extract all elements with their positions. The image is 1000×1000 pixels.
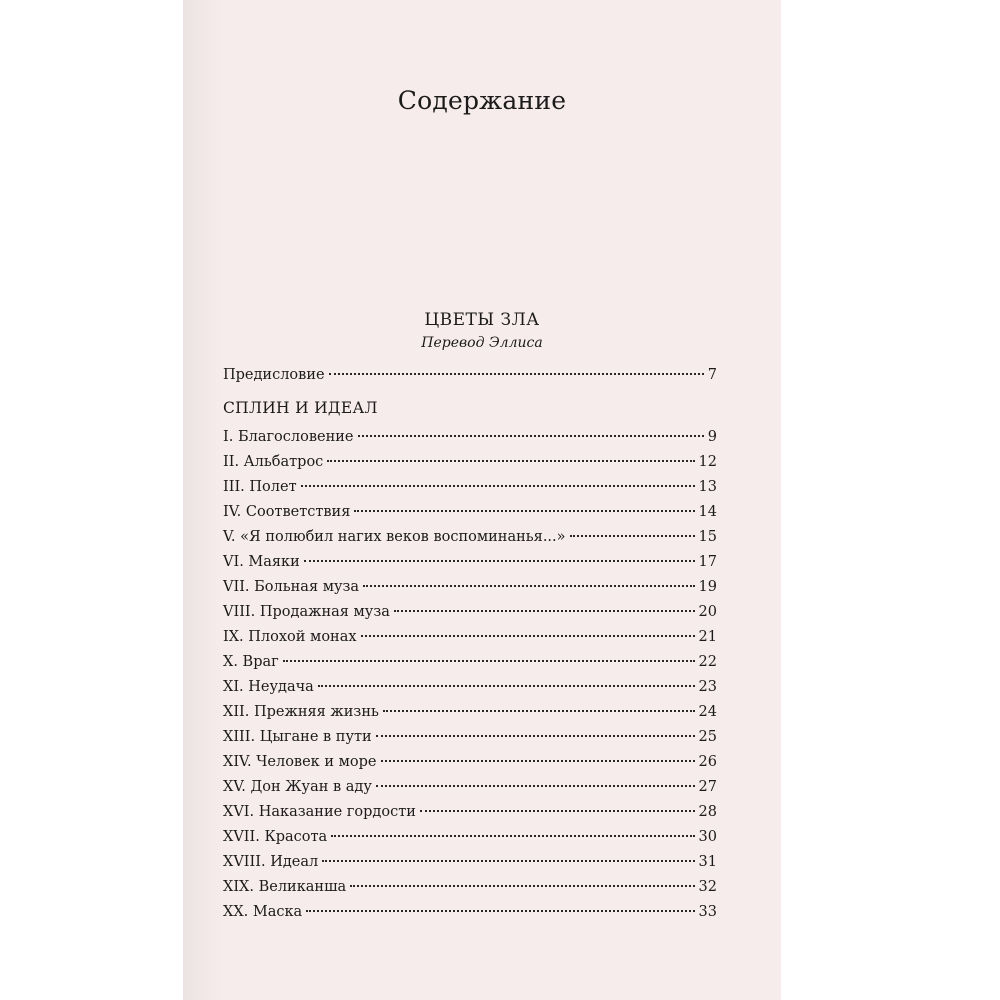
dot-leader bbox=[361, 635, 695, 637]
dot-leader bbox=[283, 660, 695, 662]
dot-leader bbox=[570, 535, 695, 537]
toc-entry-label: XII. Прежняя жизнь bbox=[223, 704, 379, 720]
toc-page-number: 9 bbox=[707, 429, 717, 445]
toc-entry bbox=[223, 527, 717, 547]
group-heading: СПЛИН И ИДЕАЛ bbox=[223, 399, 378, 417]
dot-leader bbox=[354, 510, 694, 512]
toc-entry-label: XX. Маска bbox=[223, 904, 303, 920]
toc-entry bbox=[223, 702, 717, 722]
toc-page-number: 15 bbox=[698, 529, 717, 545]
toc-entry-label: I. Благословение bbox=[223, 429, 354, 445]
toc-entry bbox=[223, 777, 717, 797]
toc-page-number: 25 bbox=[698, 729, 717, 745]
dot-leader bbox=[420, 810, 695, 812]
toc-page-number: 32 bbox=[698, 879, 717, 895]
dot-leader bbox=[301, 485, 695, 487]
toc-entry bbox=[223, 827, 717, 847]
toc-entry bbox=[223, 502, 717, 522]
toc-page-number: 33 bbox=[698, 904, 717, 920]
toc-entry bbox=[223, 652, 717, 672]
toc-page-number: 31 bbox=[698, 854, 717, 870]
toc-page-number: 7 bbox=[707, 367, 717, 383]
section-subtitle: Перевод Эллиса bbox=[421, 335, 543, 351]
toc-page-number: 14 bbox=[698, 504, 717, 520]
toc-page-number: 13 bbox=[698, 479, 717, 495]
toc-entry bbox=[223, 552, 717, 572]
dot-leader bbox=[376, 785, 695, 787]
dot-leader bbox=[381, 760, 695, 762]
book-page bbox=[183, 0, 781, 1000]
toc-page-number: 12 bbox=[698, 454, 717, 470]
toc-entry bbox=[223, 852, 717, 872]
toc-entry-label: XI. Неудача bbox=[223, 679, 314, 695]
toc-entry-label: VI. Маяки bbox=[223, 554, 300, 570]
toc-entry bbox=[223, 577, 717, 597]
dot-leader bbox=[383, 710, 695, 712]
toc-entry-label: IX. Плохой монах bbox=[223, 629, 357, 645]
dot-leader bbox=[318, 685, 695, 687]
dot-leader bbox=[306, 910, 694, 912]
toc-entry bbox=[223, 877, 717, 897]
dot-leader bbox=[327, 460, 694, 462]
toc-entry bbox=[223, 627, 717, 647]
toc-entry-label: III. Полет bbox=[223, 479, 297, 495]
dot-leader bbox=[331, 835, 694, 837]
toc-page-number: 24 bbox=[698, 704, 717, 720]
toc-entry bbox=[223, 477, 717, 497]
toc-entry-label: XV. Дон Жуан в аду bbox=[223, 779, 372, 795]
toc-entry bbox=[223, 727, 717, 747]
toc-entry-label: VII. Больная муза bbox=[223, 579, 360, 595]
dot-leader bbox=[376, 735, 695, 737]
toc-page-number: 28 bbox=[698, 804, 717, 820]
toc-page-number: 27 bbox=[698, 779, 717, 795]
toc-entry-label: X. Враг bbox=[223, 654, 279, 670]
toc-entry-label: XIV. Человек и море bbox=[223, 754, 377, 770]
toc-page-number: 26 bbox=[698, 754, 717, 770]
toc-page-number: 23 bbox=[698, 679, 717, 695]
dot-leader bbox=[363, 585, 694, 587]
toc-entry-label: V. «Я полюбил нагих веков воспоминанья...» bbox=[223, 529, 566, 545]
toc-page-number: 21 bbox=[698, 629, 717, 645]
dot-leader bbox=[329, 373, 704, 375]
toc-entry-preface bbox=[223, 365, 717, 385]
toc-entry-label: XVIII. Идеал bbox=[223, 854, 319, 870]
toc-page-number: 30 bbox=[698, 829, 717, 845]
toc-entry-label: IV. Соответствия bbox=[223, 504, 351, 520]
toc-entry-label: XVI. Наказание гордости bbox=[223, 804, 416, 820]
section-title: ЦВЕТЫ ЗЛА bbox=[424, 310, 540, 330]
toc-page-number: 22 bbox=[698, 654, 717, 670]
toc-entry bbox=[223, 752, 717, 772]
toc-entry bbox=[223, 452, 717, 472]
dot-leader bbox=[322, 860, 694, 862]
toc-entry-label: VIII. Продажная муза bbox=[223, 604, 390, 620]
toc-page-number: 19 bbox=[698, 579, 717, 595]
toc-entry-label: Предисловие bbox=[223, 367, 325, 383]
page-title: Содержание bbox=[397, 86, 567, 115]
dot-leader bbox=[350, 885, 694, 887]
toc-entry bbox=[223, 902, 717, 922]
toc-page-number: 17 bbox=[698, 554, 717, 570]
toc-entry bbox=[223, 802, 717, 822]
toc-entry-label: XIII. Цыгане в пути bbox=[223, 729, 372, 745]
toc-page-number: 20 bbox=[698, 604, 717, 620]
toc-entry bbox=[223, 677, 717, 697]
dot-leader bbox=[304, 560, 695, 562]
toc-entry-label: XVII. Красота bbox=[223, 829, 328, 845]
toc-entry-label: XIX. Великанша bbox=[223, 879, 347, 895]
dot-leader bbox=[394, 610, 695, 612]
toc-entry-label: II. Альбатрос bbox=[223, 454, 324, 470]
dot-leader bbox=[358, 435, 704, 437]
toc-entry bbox=[223, 427, 717, 447]
toc-entry bbox=[223, 602, 717, 622]
